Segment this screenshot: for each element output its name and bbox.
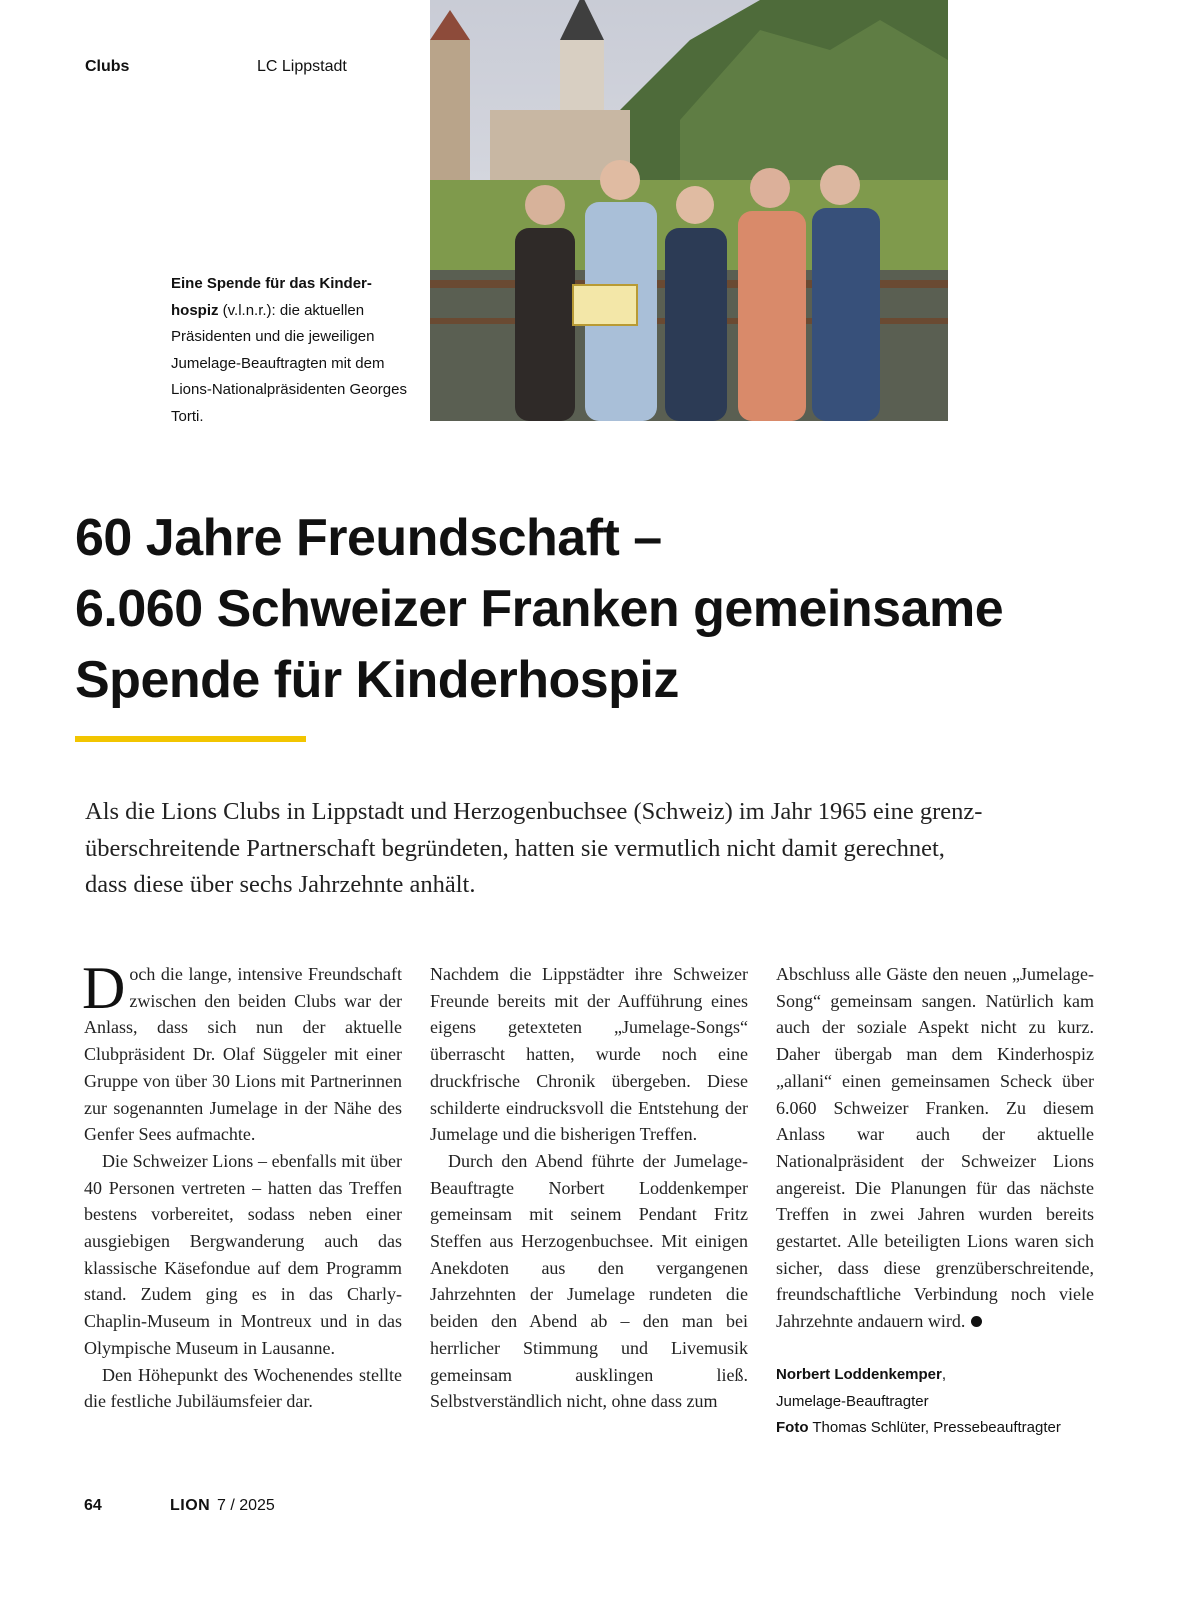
group-photo [430, 0, 948, 421]
issue-number: 7 / 2025 [217, 1497, 275, 1514]
byline: Norbert Loddenkemper, Jumelage-Beauftragter Foto Thomas Schlüter, Pressebeauftragter [776, 1362, 1106, 1442]
section-label: Clubs [85, 58, 130, 75]
body-paragraph: Die Schweizer Lions – ebenfalls mit über 40 Personen vertreten – hatten das Treffen bestens vorbereitet, sodass neben einer ausgiebigen Bergwanderung auch das klassische Käsefondue auf dem Programm stand. Zudem ging es in das Charly-Chaplin-Museum in Montreux und in das Olympische Museum in Lausanne. [84, 1150, 402, 1358]
author-role: Jumelage-Beauftragter [776, 1392, 929, 1410]
headline-line-3: Spende für Kinderhospiz [75, 651, 679, 709]
headline-line-1: 60 Jahre Freundschaft – [75, 509, 662, 567]
lead-line-3: dass diese über sechs Jahrzehnte anhält. [85, 871, 476, 898]
body-paragraph: Abschluss alle Gäste den neuen „Jumelage-Song“ gemeinsam sangen. Natürlich kam auch der soziale Aspekt nicht zu kurz. Daher übergab man dem Kinderhospiz „allani“ einen gemeinsamen Scheck über 6.060 Schweizer Franken. Zu diesem Anlass war auch der aktuelle Nationalpräsident der Schweizer Lions angereist. Die Planungen für das nächste Treffen in zwei Jahren wurden bereits gestartet. Alle beteiligten Lions waren sich sicher, dass diese grenzüberschreitende, freundschaftliche Verbindung noch viele Jahrzehnte andauern wird. [776, 964, 1094, 1332]
caption-bold: Eine Spende für das Kinder-hospiz [171, 275, 372, 319]
lead-line-2: überschreitende Partnerschaft begründeten, hatten sie vermutlich nicht damit gerechnet, [85, 834, 945, 862]
body-paragraph: Durch den Abend führte der Jumelage-Beauftragte Norbert Loddenkemper gemeinsam mit seinem Pendant Fritz Steffen aus Herzogenbuchsee. Mit einigen Anekdoten aus den vergangenen Jahrzehnten der Jumelage rundeten die beiden den Abend ab – den man bei herrlicher Stimmung und Livemusik gemeinsam ausklingen ließ. Selbstverständlich nicht, ohne dass zum [430, 1150, 748, 1412]
photo-caption [171, 271, 411, 430]
group-photo-icon [430, 0, 948, 421]
body-paragraph: Nachdem die Lippstädter ihre Schweizer Freunde bereits mit der Aufführung eines eigens getexteten „Jumelage-Songs“ überrascht hatten, wurde noch eine druckfrische Chronik übergeben. Diese schilderte eindrucksvoll die Entstehung der Jumelage und die bisherigen Treffen. [430, 964, 748, 1145]
page-number: 64 [84, 1497, 102, 1514]
body-paragraph: Den Höhepunkt des Wochenendes stellte die festliche Jubiläumsfeier dar. [84, 1364, 402, 1412]
headline-line-2: 6.060 Schweizer Franken gemeinsame [75, 580, 1004, 638]
author-name: Norbert Loddenkemper [776, 1366, 942, 1383]
photo-label: Foto [776, 1419, 809, 1436]
lead-paragraph [85, 794, 1085, 904]
lead-line-1: Als die Lions Clubs in Lippstadt und Herzogenbuchsee (Schweiz) im Jahr 1965 eine grenz- [85, 798, 983, 825]
body-column-3 [776, 961, 1094, 1335]
end-mark-icon [971, 1316, 982, 1327]
photo-credit: Thomas Schlüter, Pressebeauftragter [808, 1419, 1061, 1436]
body-column-1 [82, 955, 402, 1415]
accent-rule [75, 736, 306, 742]
magazine-name: LION [170, 1497, 211, 1514]
body-column-2 [430, 961, 748, 1415]
caption-text: (v.l.n.r.): die aktuellen Präsidenten und die jeweiligen Jumelage-Beauftragten mit dem Lions-Nationalpräsidenten Georges Torti. [171, 301, 407, 425]
headline [75, 503, 1135, 716]
drop-cap: D [82, 955, 126, 1021]
body-paragraph: Doch die lange, intensive Freundschaft zwischen den beiden Clubs war der Anlass, dass sich nun der aktuelle Clubpräsident Dr. Olaf Süggeler mit einer Gruppe von über 30 Lions mit Partnerinnen zur sogenannten Jumelage in der Nähe des Genfer Sees aufmachte. [82, 955, 402, 1145]
club-label: LC Lippstadt [257, 58, 347, 75]
